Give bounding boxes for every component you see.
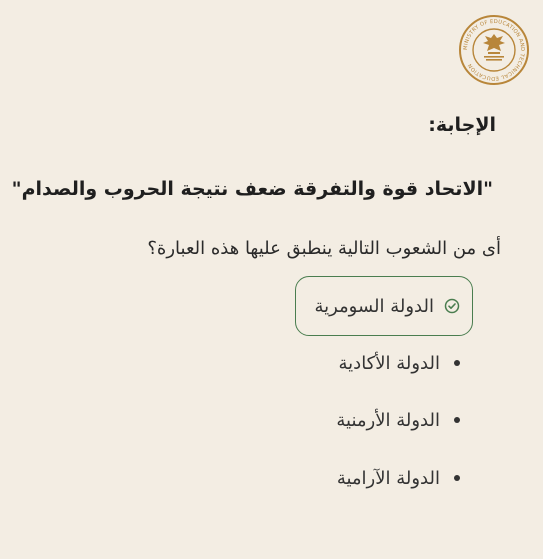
option-label: الدولة الأكادية — [338, 352, 440, 374]
statement-text: "الاتحاد قوة والتفرقة ضعف نتيجة الحروب والصدام" — [11, 178, 493, 200]
option-item[interactable] — [336, 403, 460, 437]
option-item[interactable] — [337, 461, 460, 495]
option-label: الدولة الأرمنية — [336, 409, 440, 431]
option-item[interactable] — [339, 346, 460, 380]
bullet-icon — [454, 360, 460, 366]
bullet-icon — [454, 417, 460, 423]
question-text: أى من الشعوب التالية ينطبق عليها هذه العبارة؟ — [147, 238, 501, 259]
ministry-seal-icon — [458, 14, 530, 86]
option-label: الدولة السومرية — [314, 295, 434, 317]
option-label: الدولة الآرامية — [336, 467, 440, 489]
check-circle-icon — [444, 298, 460, 314]
bullet-icon — [454, 475, 460, 481]
svg-text:MINISTRY OF EDUCATION AND TECH: MINISTRY OF EDUCATION AND TECHNICAL EDUCATION — [462, 18, 526, 82]
answer-heading: الإجابة: — [428, 114, 496, 136]
option-correct[interactable] — [295, 276, 473, 336]
